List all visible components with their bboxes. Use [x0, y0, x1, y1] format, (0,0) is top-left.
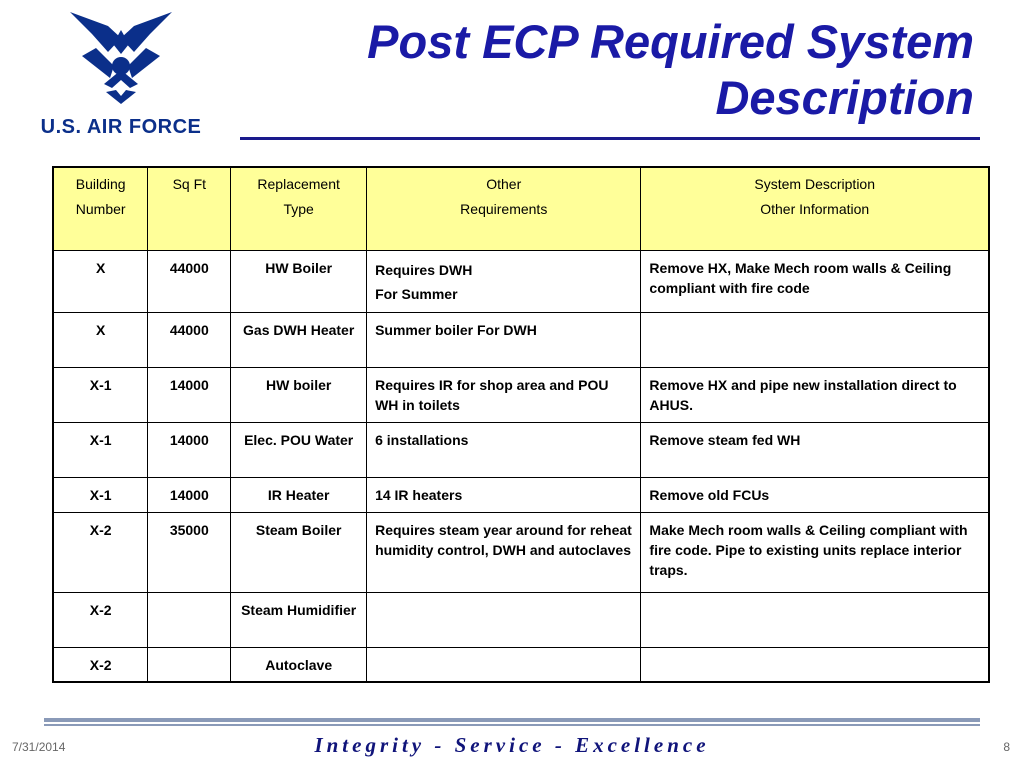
- cell-description: Remove HX, Make Mech room walls & Ceiling compliant with fire code: [641, 251, 989, 313]
- cell-description: Remove old FCUs: [641, 478, 989, 513]
- table-row: [53, 513, 989, 593]
- cell-sq-ft: 35000: [148, 513, 231, 593]
- cell-sq-ft: 44000: [148, 313, 231, 368]
- system-description-table: [52, 166, 990, 683]
- table-row: [53, 423, 989, 478]
- header-other-requirements: Other Requirements: [367, 167, 641, 251]
- logo-wordmark: U.S. AIR FORCE: [40, 116, 202, 138]
- title-line-1: Post ECP Required System: [367, 15, 974, 68]
- cell-building: X-1: [53, 478, 148, 513]
- footer-date: 7/31/2014: [12, 740, 66, 754]
- cell-requirements: Summer boiler For DWH: [367, 313, 641, 368]
- header-replacement-type: Replacement Type: [231, 167, 367, 251]
- cell-requirements: [367, 648, 641, 683]
- cell-requirements: [367, 593, 641, 648]
- cell-replacement-type: IR Heater: [231, 478, 367, 513]
- cell-description: [641, 313, 989, 368]
- cell-building: X: [53, 313, 148, 368]
- title-line-2: Description: [715, 71, 974, 124]
- cell-requirements: Requires IR for shop area and POU WH in toilets: [367, 368, 641, 423]
- cell-description: [641, 593, 989, 648]
- cell-requirements: Requires steam year around for reheat humidity control, DWH and autoclaves: [367, 513, 641, 593]
- cell-description: Make Mech room walls & Ceiling compliant with fire code. Pipe to existing units replace interior traps.: [641, 513, 989, 593]
- table-row: [53, 368, 989, 423]
- cell-description: Remove HX and pipe new installation direct to AHUS.: [641, 368, 989, 423]
- cell-description: Remove steam fed WH: [641, 423, 989, 478]
- footer-divider: [44, 718, 980, 722]
- cell-replacement-type: Steam Boiler: [231, 513, 367, 593]
- cell-requirements: 14 IR heaters: [367, 478, 641, 513]
- cell-building: X-2: [53, 648, 148, 683]
- header-building-number: Building Number: [53, 167, 148, 251]
- cell-sq-ft: [148, 593, 231, 648]
- cell-sq-ft: 44000: [148, 251, 231, 313]
- footer-divider-thin: [44, 724, 980, 726]
- air-force-logo: [36, 8, 206, 136]
- title-divider: [240, 137, 980, 140]
- cell-requirements: 6 installations: [367, 423, 641, 478]
- cell-building: X-2: [53, 513, 148, 593]
- cell-sq-ft: [148, 648, 231, 683]
- table-row: [53, 648, 989, 683]
- table-header-row: [53, 167, 989, 251]
- cell-building: X-1: [53, 423, 148, 478]
- cell-replacement-type: HW Boiler: [231, 251, 367, 313]
- cell-building: X-2: [53, 593, 148, 648]
- cell-replacement-type: Steam Humidifier: [231, 593, 367, 648]
- cell-requirements: Requires DWH For Summer: [367, 251, 641, 313]
- cell-sq-ft: 14000: [148, 423, 231, 478]
- footer-motto: Integrity - Service - Excellence: [314, 733, 710, 757]
- cell-building: X-1: [53, 368, 148, 423]
- cell-sq-ft: 14000: [148, 368, 231, 423]
- page-title: [274, 14, 974, 126]
- cell-replacement-type: Autoclave: [231, 648, 367, 683]
- cell-replacement-type: Elec. POU Water: [231, 423, 367, 478]
- cell-sq-ft: 14000: [148, 478, 231, 513]
- header-sq-ft: Sq Ft: [148, 167, 231, 251]
- cell-building: X: [53, 251, 148, 313]
- cell-replacement-type: HW boiler: [231, 368, 367, 423]
- air-force-wings-icon: [56, 8, 186, 112]
- table-row: [53, 313, 989, 368]
- page-number: 8: [1003, 740, 1010, 754]
- table-row: [53, 593, 989, 648]
- cell-description: [641, 648, 989, 683]
- cell-replacement-type: Gas DWH Heater: [231, 313, 367, 368]
- table-row: [53, 478, 989, 513]
- header-system-description: System Description Other Information: [641, 167, 989, 251]
- table-row: [53, 251, 989, 313]
